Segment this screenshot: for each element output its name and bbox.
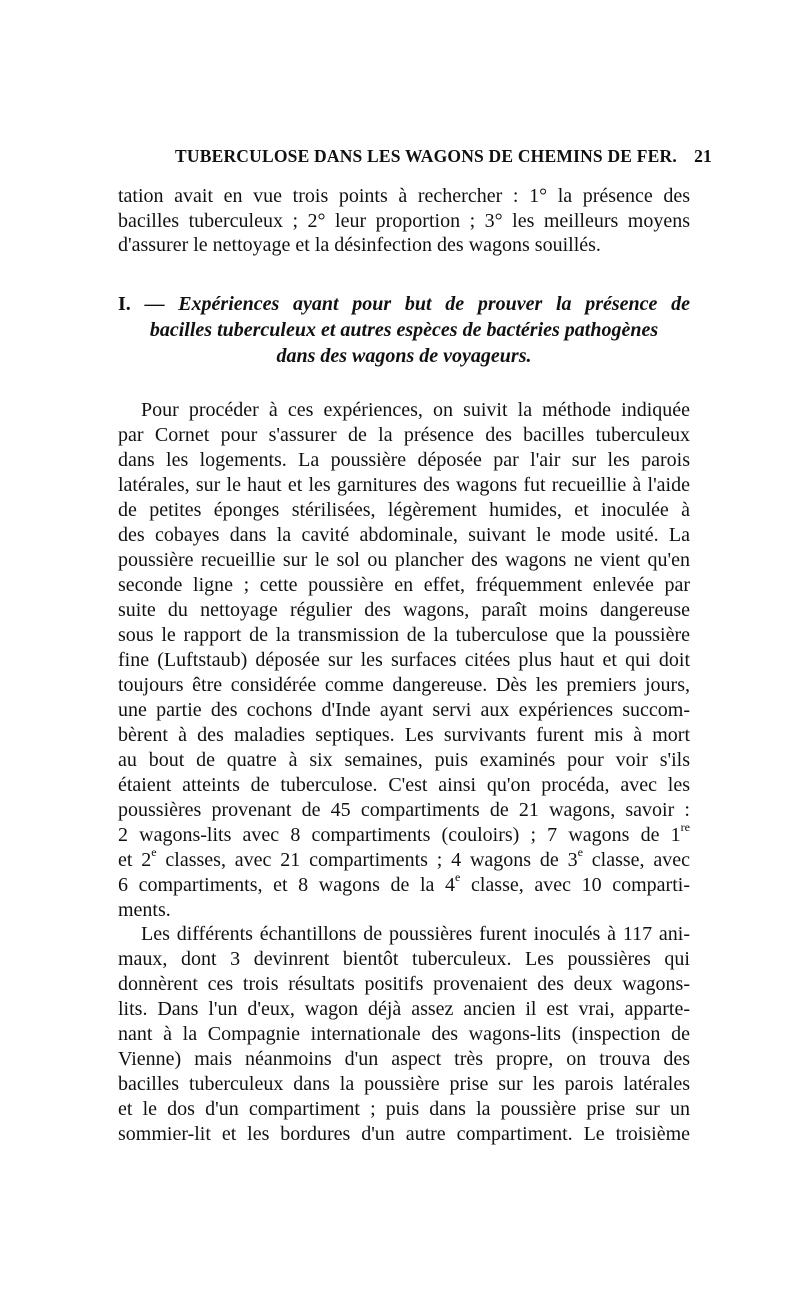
text-line: tation avait en vue trois points à rechercher : 1° la présence des [118,185,690,207]
text-line: latérales, sur le haut et les garnitures des wagons fut recueillie à l'aide [118,474,690,496]
section-heading-line: dans des wagons de voyageurs. [276,345,532,367]
text-fragment: classes, avec 21 compartiments ; 4 wagons de 3 [156,849,578,871]
text-fragment: et 2 [118,849,152,871]
superscript: e [151,845,157,860]
text-line: étaient atteints de tuberculose. C'est ainsi qu'on procéda, avec les [118,774,690,796]
section-heading-text: Expériences ayant pour but de prouver la présence de [178,293,691,315]
superscript: re [680,820,690,835]
text-line: bacilles tuberculeux ; 2° leur proportion ; 3° les meilleurs moyens [118,210,690,232]
text-line: suite du nettoyage régulier des wagons, paraît moins dangereuse [118,599,690,621]
text-line: dans les logements. La poussière déposée par l'air sur les parois [118,449,690,471]
text-line: bacilles tuberculeux dans la poussière prise sur les parois latérales [118,1073,690,1095]
superscript: e [577,845,583,860]
text-line: maux, dont 3 devinrent bientôt tuberculeux. Les poussières qui [118,948,690,970]
text-line: lits. Dans l'un d'eux, wagon déjà assez ancien il est vrai, apparte- [118,998,690,1020]
text-line: par Cornet pour s'assurer de la présence des bacilles tuberculeux [118,424,690,446]
running-head-title: TUBERCULOSE DANS LES WAGONS DE CHEMINS DE FER. [175,146,677,166]
text-fragment: classe, avec [582,849,690,871]
running-head [175,146,725,170]
section-heading-line [118,291,690,317]
text-line: bèrent à des maladies septiques. Les survivants furent mis à mort [118,724,690,746]
superscript: e [455,870,461,885]
text-fragment: classe, avec 10 comparti- [460,874,690,896]
text-line: seconde ligne ; cette poussière en effet, fréquemment enlevée par [118,574,690,596]
text-fragment: 6 compartiments, et 8 wagons de la 4 [118,874,456,896]
page-number: 21 [694,146,712,166]
text-line: une partie des cochons d'Inde ayant servi aux expériences succom- [118,699,690,721]
text-line [118,872,690,898]
text-line: des cobayes dans la cavité abdominale, suivant le mode usité. La [118,524,690,546]
text-line: sommier-lit et les bordures d'un autre compartiment. Le troisième [118,1123,690,1145]
text-line: fine (Luftstaub) déposée sur les surfaces citées plus haut et qui doit [118,649,690,671]
text-line: au bout de quatre à six semaines, puis examinés pour voir s'ils [118,749,690,771]
text-line: donnèrent ces trois résultats positifs provenaient des deux wagons- [118,973,690,995]
text-line [118,847,690,873]
text-line: poussières provenant de 45 compartiments de 21 wagons, savoir : [118,799,690,821]
text-line: de petites éponges stérilisées, légèrement humides, et inoculée à [118,499,690,521]
text-line [118,822,690,848]
text-line: Vienne) mais néanmoins d'un aspect très propre, on trouva des [118,1048,690,1070]
text-line: toujours être considérée comme dangereuse. Dès les premiers jours, [118,674,690,696]
text-line: Les différents échantillons de poussières furent inoculés à 117 ani- [141,923,690,945]
text-line: Pour procéder à ces expériences, on suivit la méthode indiquée [141,399,690,421]
text-fragment: 2 wagons-lits avec 8 compartiments (couloirs) ; 7 wagons de 1 [118,824,681,846]
text-line: nant à la Compagnie internationale des wagons-lits (inspection de [118,1023,690,1045]
section-heading-line: bacilles tuberculeux et autres espèces de bactéries pathogènes [149,319,659,341]
text-line: poussière recueillie sur le sol ou plancher des wagons ne vient qu'en [118,549,690,571]
text-line: d'assurer le nettoyage et la désinfection des wagons souillés. [118,234,601,256]
text-line: et le dos d'un compartiment ; puis dans la poussière prise sur un [118,1098,690,1120]
section-numeral: I. — [118,293,165,315]
text-line: sous le rapport de la transmission de la tuberculose que la poussière [118,624,690,646]
text-line: ments. [118,899,171,921]
